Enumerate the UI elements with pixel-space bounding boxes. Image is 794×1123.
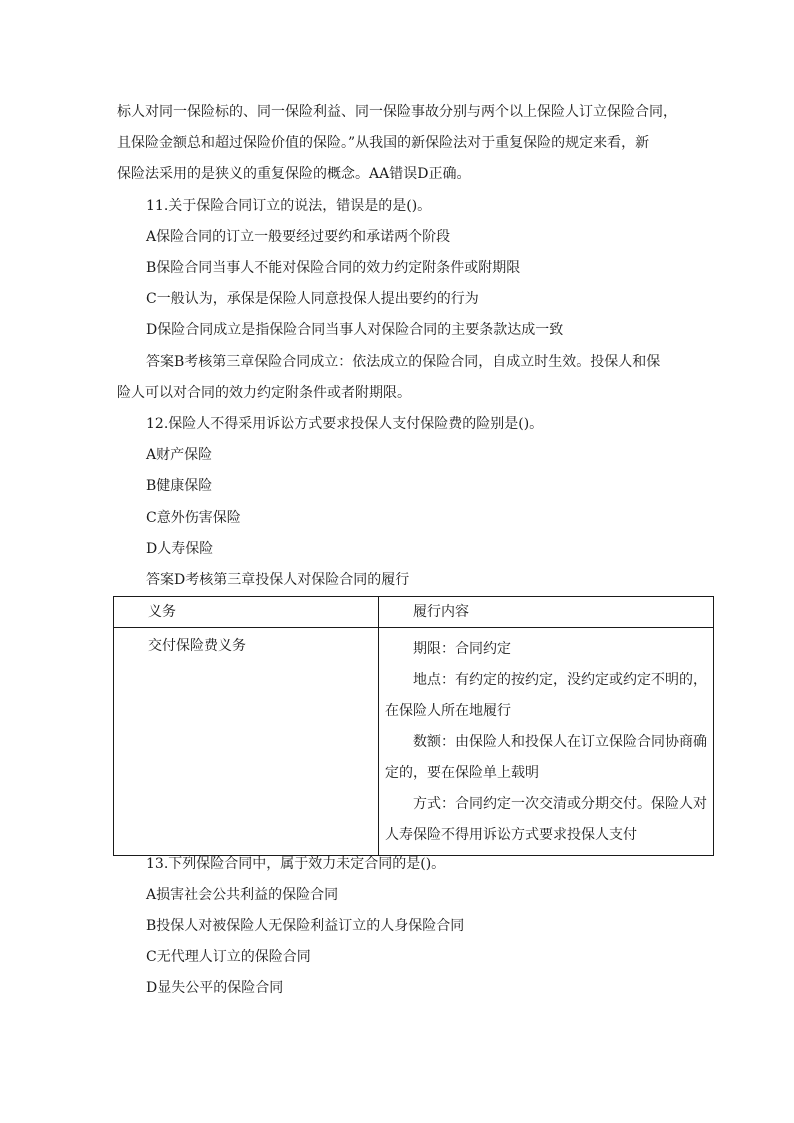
duty-table: [113, 596, 714, 856]
option-d: D保险合同成立是指保险合同当事人对保险合同的主要条款达成一致: [146, 322, 564, 338]
option-b: B保险合同当事人不能对保险合同的效力约定附条件或附期限: [146, 260, 521, 276]
option-a: A保险合同的订立一般要经过要约和承诺两个阶段: [146, 229, 451, 245]
paragraph-line: 标人对同一保险标的、同一保险利益、同一保险事故分别与两个以上保险人订立保险合同，: [117, 104, 677, 120]
option-c: C意外伤害保险: [146, 510, 241, 526]
option-a: A财产保险: [146, 447, 213, 463]
paragraph-line: 保险法采用的是狭义的重复保险的概念。AA错误D正确。: [117, 166, 471, 182]
option-d: D人寿保险: [146, 541, 214, 557]
content-line: 人寿保险不得用诉讼方式要求投保人支付: [385, 827, 637, 843]
option-c: C无代理人订立的保险合同: [146, 949, 311, 965]
option-c: C一般认为，承保是保险人同意投保人提出要约的行为: [146, 291, 479, 307]
question-12: 12.保险人不得采用诉讼方式要求投保人支付保险费的险别是()。: [146, 416, 544, 432]
table-row: [114, 628, 714, 856]
question-13: 13.下列保险合同中，属于效力未定合同的是()。: [146, 856, 446, 872]
table-cell-duty: 交付保险费义务: [114, 628, 379, 856]
option-d: D显失公平的保险合同: [146, 980, 284, 996]
content-line: 数额：由保险人和投保人在订立保险合同协商确: [413, 734, 707, 750]
answer-11-cont: 险人可以对合同的效力约定附条件或者附期限。: [117, 385, 411, 401]
answer-11: 答案B考核第三章保险合同成立：依法成立的保险合同，自成立时生效。投保人和保: [146, 354, 661, 370]
content-line: 方式：合同约定一次交清或分期交付。保险人对: [413, 796, 707, 812]
option-b: B健康保险: [146, 478, 213, 494]
question-11: 11.关于保险合同订立的说法，错误是的是()。: [146, 198, 432, 214]
table-header-row: [114, 597, 714, 628]
table-header-cell: 履行内容: [379, 597, 714, 628]
paragraph-line: 且保险金额总和超过保险价值的保险。”从我国的新保险法对于重复保险的规定来看，新: [117, 135, 650, 151]
table-cell-content: [379, 628, 714, 856]
content-line: 在保险人所在地履行: [385, 703, 511, 719]
content-line: 定的，要在保险单上载明: [385, 765, 539, 781]
table-header-cell: 义务: [114, 597, 379, 628]
option-b: B投保人对被保险人无保险利益订立的人身保险合同: [146, 918, 465, 934]
content-line: 期限：合同约定: [413, 641, 511, 657]
option-a: A损害社会公共利益的保险合同: [146, 887, 339, 903]
content-line: 地点：有约定的按约定，没约定或约定不明的，: [413, 672, 707, 688]
answer-12: 答案D考核第三章投保人对保险合同的履行: [146, 572, 410, 588]
